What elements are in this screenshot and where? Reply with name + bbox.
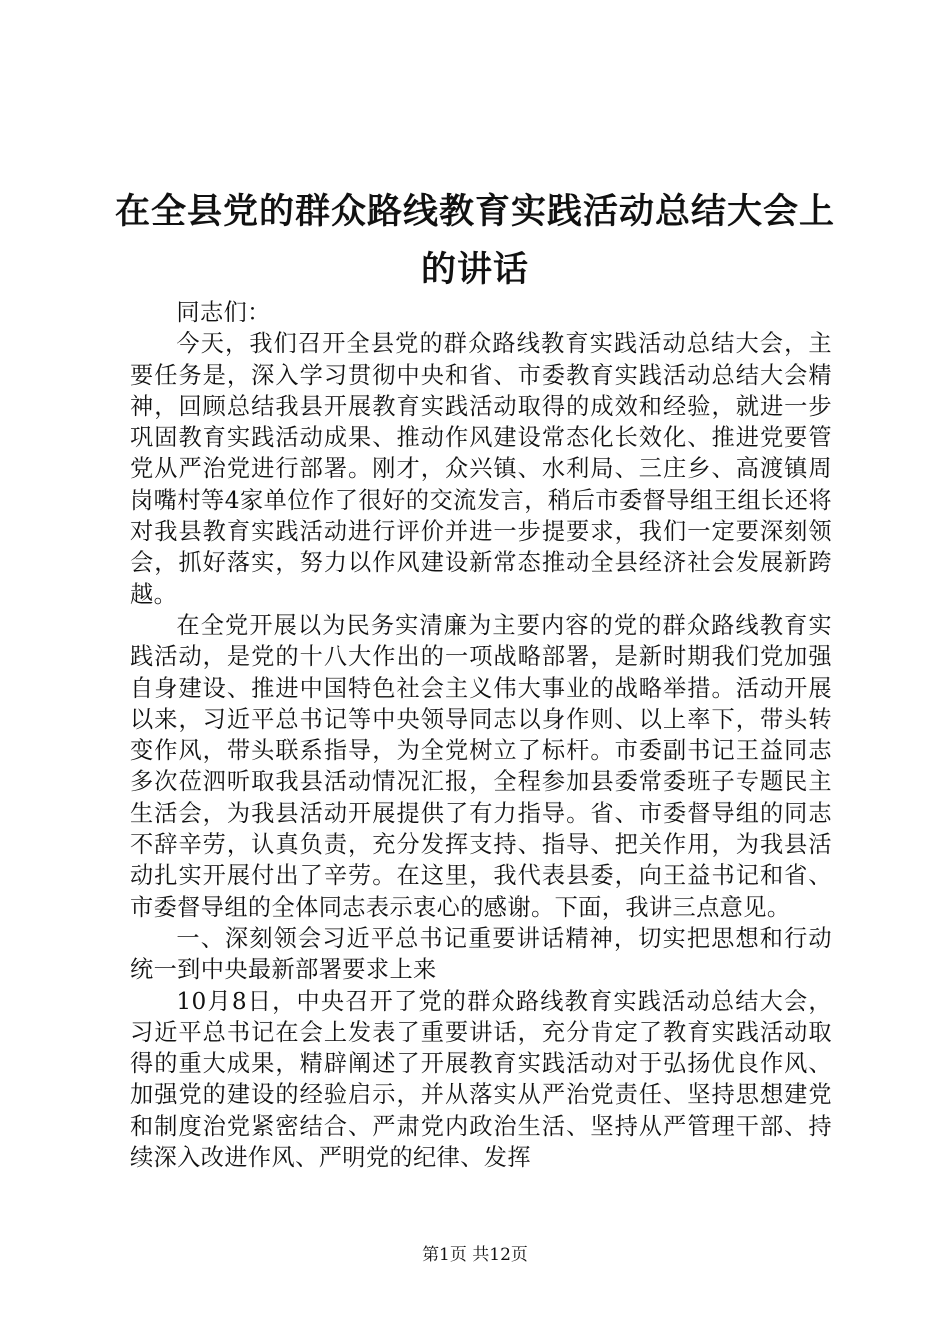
paragraph-section-1: 10月8日，中央召开了党的群众路线教育实践活动总结大会，习近平总书记在会上发表了重要讲话，充分肯定了教育实践活动取得的重大成果，精辟阐述了开展教育实践活动对于弘扬优良作风、加强党的建设的经验启示，并从落实从严治党责任、坚持思想建党和制度治党紧密结合、严肃党内政治生活、坚持从严管理干部、持续深入改进作风、严明党的纪律、发挥 (130, 987, 832, 1172)
paragraph-background: 在全党开展以为民务实清廉为主要内容的党的群众路线教育实践活动，是党的十八大作出的一项战略部署，是新时期我们党加强自身建设、推进中国特色社会主义伟大事业的战略举措。活动开展以来，习近平总书记等中央领导同志以身作则、以上率下，带头转变作风，带头联系指导，为全党树立了标杆。市委副书记王益同志多次莅泗听取我县活动情况汇报，全程参加县委常委班子专题民主生活会，为我县活动开展提供了有力指导。省、市委督导组的同志不辞辛劳，认真负责，充分发挥支持、指导、把关作用，为我县活动扎实开展付出了辛劳。在这里，我代表县委，向王益书记和省、市委督导组的全体同志表示衷心的感谢。下面，我讲三点意见。 (130, 611, 832, 921)
page-number: 第1页 共12页 (422, 1245, 528, 1265)
title-line-1: 在全县党的群众路线教育实践活动总结大会上 (114, 191, 835, 232)
paragraph-opening: 今天，我们召开全县党的群众路线教育实践活动总结大会，主要任务是，深入学习贯彻中央和省、市委教育实践活动总结大会精神，回顾总结我县开展教育实践活动取得的成效和经验，就进一步巩固教育实践活动成果、推动作风建设常态化长效化、推进党要管党从严治党进行部署。刚才，众兴镇、水利局、三庄乡、高渡镇周岗嘴村等4家单位作了很好的交流发言，稍后市委督导组王组长还将对我县教育实践活动进行评价并进一步提要求，我们一定要深刻领会，抓好落实，努力以作风建设新常态推动全县经济社会发展新跨越。 (130, 330, 832, 608)
salutation: 同志们： (176, 299, 271, 326)
document-body (130, 297, 832, 1173)
title-line-2: 的讲话 (420, 249, 529, 290)
section-heading-1: 一、深刻领会习近平总书记重要讲话精神，切实把思想和行动统一到中央最新部署要求上来 (130, 924, 832, 984)
document-title (110, 183, 840, 299)
